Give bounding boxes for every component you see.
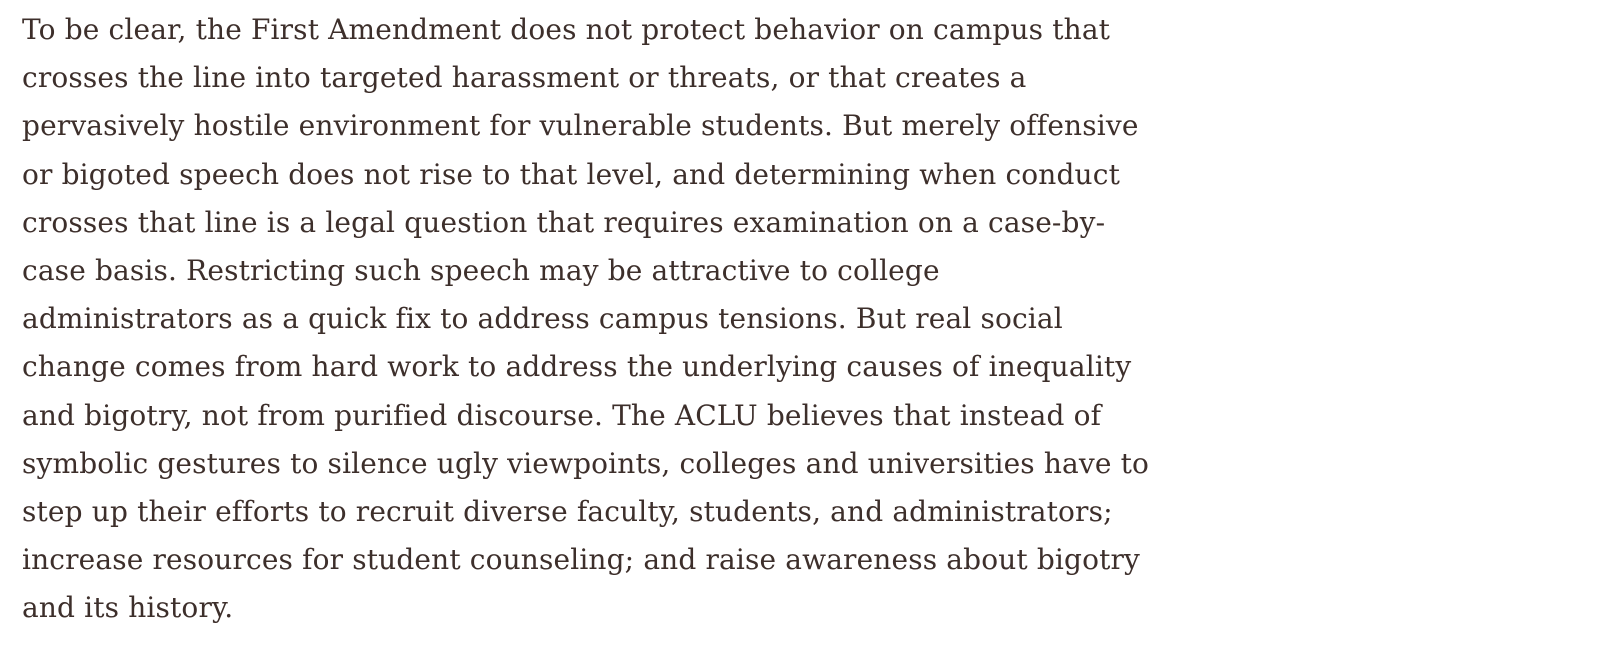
paragraph-line: step up their efforts to recruit diverse faculty, students, and administrators; [22,494,1113,528]
paragraph-line: and its history. [22,591,234,625]
paragraph-line: or bigoted speech does not rise to that level, and determining when conduct [22,157,1120,191]
paragraph-line: crosses the line into targeted harassment or threats, or that creates a [22,61,1027,95]
paragraph-line: and bigotry, not from purified discourse. The ACLU believes that instead of [22,398,1102,432]
paragraph-line: To be clear, the First Amendment does not protect behavior on campus that [22,13,1111,46]
paragraph-line: pervasively hostile environment for vulnerable students. But merely offensive [22,109,1139,143]
paragraph-line: crosses that line is a legal question that requires examination on a case-by- [22,205,1106,239]
paragraph-line: symbolic gestures to silence ugly viewpoints, colleges and universities have to [22,446,1150,480]
article-paragraph [22,6,1182,632]
paragraph-line: increase resources for student counseling; and raise awareness about bigotry [22,543,1141,577]
paragraph-line: case basis. Restricting such speech may be attractive to college [22,253,940,287]
paragraph-line: administrators as a quick fix to address campus tensions. But real social [22,302,1063,336]
paragraph-line: change comes from hard work to address the underlying causes of inequality [22,350,1132,384]
